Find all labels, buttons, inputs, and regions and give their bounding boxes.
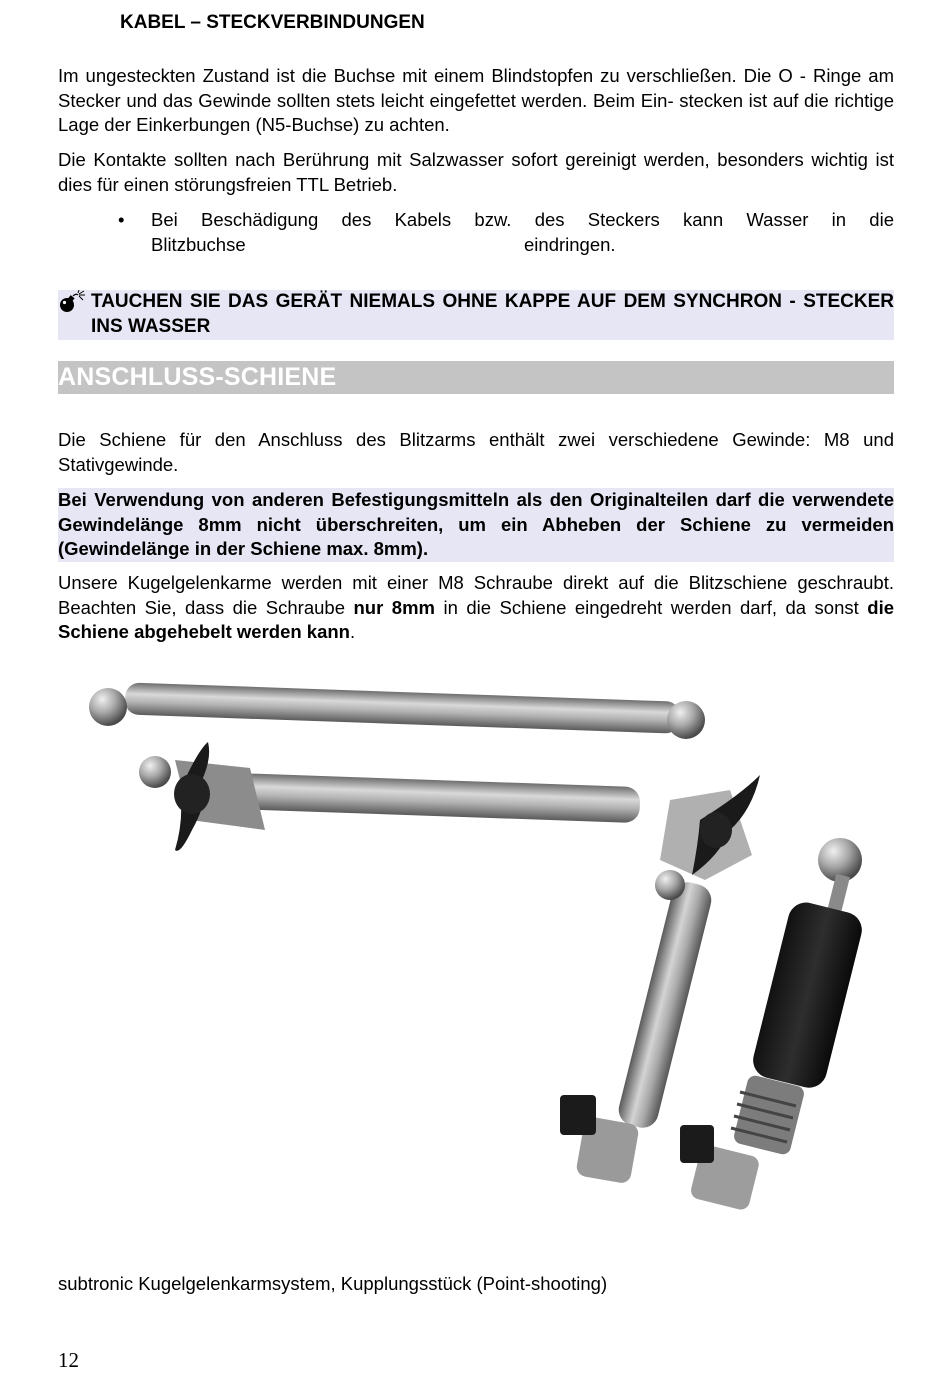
bullet-line-2-start: Blitzbuchse — [151, 233, 246, 255]
bullet-line-2 — [151, 233, 894, 258]
screw-text-bold-length: nur 8mm — [353, 596, 435, 618]
bomb-icon — [58, 290, 86, 314]
screw-text-1: Unsere Kugelgelenkarme werden mit einer M8 Schraube direkt auf die Blitzschiene geschraubt. Beachten Sie, dass die Schraube — [58, 572, 894, 618]
bullet-dot: • — [118, 209, 125, 230]
paragraph-contact-cleaning: Die Kontakte sollten nach Berührung mit Salzwasser sofort gereinigt werden, besonders wichtig ist dies für einen störungsfreien TTL Betrieb. — [58, 149, 894, 195]
page-number: 12 — [58, 1348, 79, 1372]
paragraph-screw-mounting — [58, 571, 894, 645]
screw-text-2: in die Schiene eingedreht werden darf, da sonst — [434, 596, 868, 618]
upper-arm-segment — [89, 682, 705, 739]
bullet-line-2-end: eindringen. — [524, 233, 616, 255]
right-clamp — [660, 775, 760, 880]
screw-text-bold-warning: die Schiene abgehebelt werden kann — [58, 596, 894, 642]
section-title: ANSCHLUSS-SCHIENE — [58, 363, 337, 391]
middle-arm-segment — [139, 742, 641, 851]
figure-caption: subtronic Kugelgelenkarmsystem, Kupplungsstück (Point-shooting) — [58, 1273, 608, 1294]
bullet-line-1: Bei Beschädigung des Kabels bzw. des Steckers kann Wasser in die — [151, 209, 894, 230]
ball-joint-arm-photo — [80, 680, 880, 1255]
paragraph-connector-care: Im ungesteckten Zustand ist die Buchse mit einem Blindstopfen zu verschließen. Die O - Ringe am Stecker und das Gewinde sollten stets leicht eingefettet werden. Beim Ein- stecken ist auf die richtige Lage der Einkerbungen (N5-Buchse) zu achten. — [58, 65, 894, 135]
warning-box — [58, 290, 894, 340]
screw-text-3: . — [349, 621, 356, 642]
warning-text: TAUCHEN SIE DAS GERÄT NIEMALS OHNE KAPPE AUF DEM SYNCHRON - STECKER INS WASSER — [91, 291, 894, 337]
highlighted-notice: Bei Verwendung von anderen Befestigungsmitteln als den Originalteilen darf die verwendete Gewindelänge 8mm nicht überschreiten, um ein Abheben der Schiene zu vermeiden (Gewindelänge in der Schiene max. 8mm). — [58, 488, 894, 562]
bullet-text — [151, 208, 894, 257]
paragraph-rail-threads: Die Schiene für den Anschluss des Blitzarms enthält zwei verschiedene Gewinde: M8 und Stativgewinde. — [58, 429, 894, 475]
sub-heading: KABEL – STECKVERBINDUNGEN — [120, 12, 425, 33]
section-header-bar — [58, 361, 894, 394]
